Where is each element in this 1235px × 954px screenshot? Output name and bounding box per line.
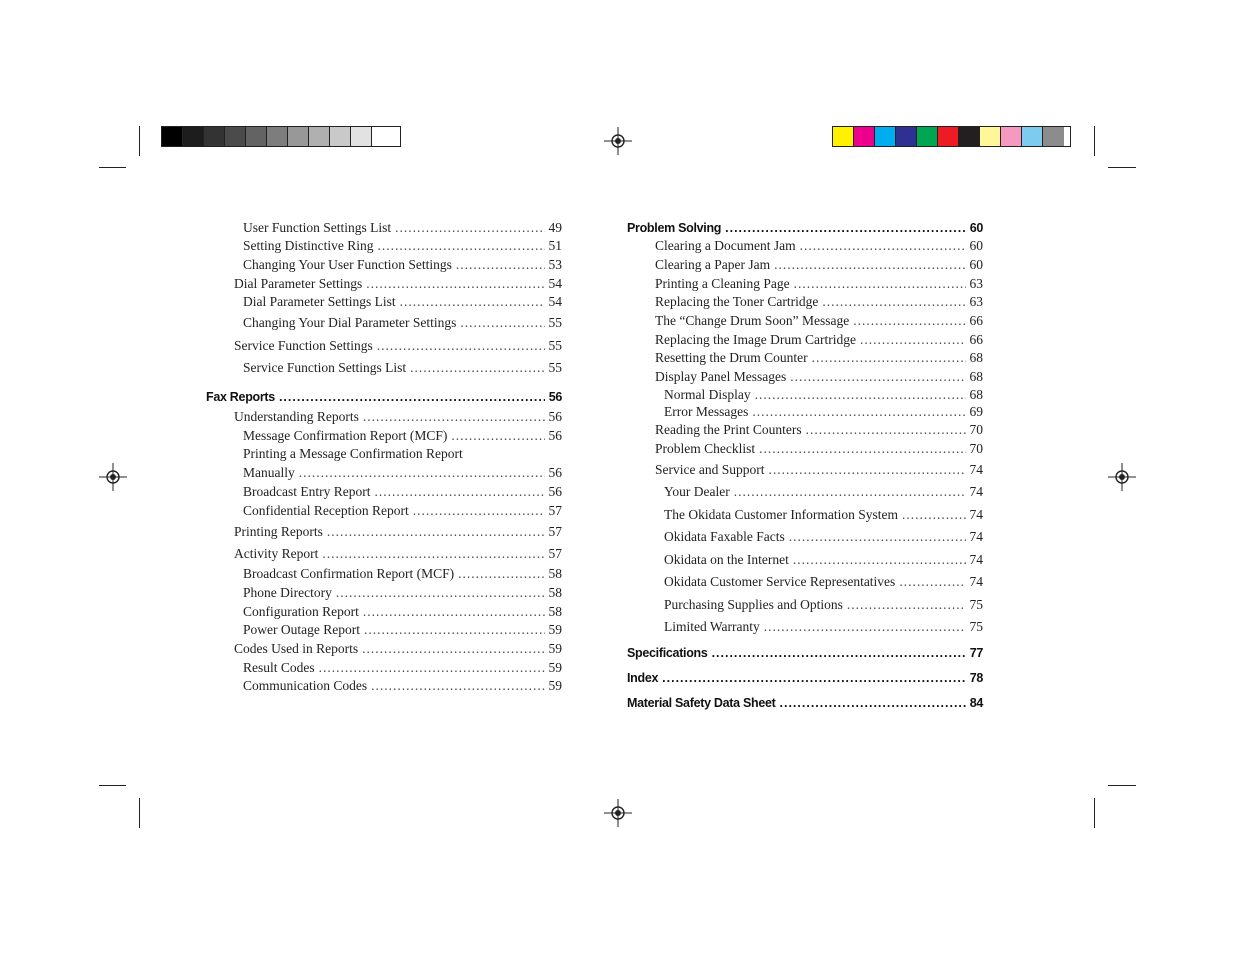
toc-entry-page: 74 xyxy=(969,507,983,522)
dot-leader xyxy=(336,585,545,601)
toc-entry-title: User Function Settings List xyxy=(243,220,392,235)
dot-leader xyxy=(774,257,965,273)
crop-mark xyxy=(139,798,140,828)
toc-entry[interactable] xyxy=(243,294,562,310)
dot-leader xyxy=(327,524,545,540)
color-swatch xyxy=(1001,127,1022,146)
toc-entry-page: 56 xyxy=(548,390,562,404)
color-swatch xyxy=(1022,127,1043,146)
dot-leader xyxy=(400,294,545,310)
dot-leader xyxy=(734,484,966,500)
toc-entry-title: Purchasing Supplies and Options xyxy=(664,597,843,612)
dot-leader xyxy=(902,507,966,523)
toc-entry-page: 55 xyxy=(548,315,562,330)
toc-entry-title: The Okidata Customer Information System xyxy=(664,507,898,522)
toc-entry-title: Result Codes xyxy=(243,660,315,675)
color-swatch xyxy=(959,127,980,146)
toc-entry-title: Understanding Reports xyxy=(234,409,359,424)
color-calibration-bar xyxy=(832,126,1071,147)
toc-entry[interactable] xyxy=(627,695,983,711)
toc-entry-page: 56 xyxy=(548,484,562,499)
dot-leader xyxy=(712,645,966,661)
toc-entry[interactable] xyxy=(243,257,562,273)
toc-entry-title: Changing Your User Function Settings xyxy=(243,257,452,272)
toc-entry-title: Clearing a Paper Jam xyxy=(655,257,771,272)
toc-entry-page: 57 xyxy=(548,503,562,518)
toc-entry-title: Okidata Customer Service Representatives xyxy=(664,574,896,589)
crop-mark xyxy=(1108,785,1136,786)
toc-entry[interactable] xyxy=(243,660,562,676)
toc-entry-page: 59 xyxy=(548,660,562,675)
toc-entry-title: Clearing a Document Jam xyxy=(655,238,796,253)
toc-entry-page: 63 xyxy=(969,276,983,291)
toc-entry-title: Communication Codes xyxy=(243,678,368,693)
registration-mark-icon xyxy=(604,127,632,155)
toc-entry[interactable] xyxy=(243,678,562,694)
toc-entry[interactable] xyxy=(655,332,983,348)
toc-entry-title: Specifications xyxy=(627,646,708,660)
toc-entry[interactable] xyxy=(664,484,983,500)
registration-mark-icon xyxy=(604,799,632,827)
toc-entry-title: Service Function Settings List xyxy=(243,360,407,375)
dot-leader xyxy=(860,332,966,348)
color-swatch xyxy=(980,127,1001,146)
toc-entry-title: Replacing the Toner Cartridge xyxy=(655,294,819,309)
dot-leader xyxy=(279,389,545,405)
dot-leader xyxy=(755,387,966,403)
toc-entry-title: Codes Used in Reports xyxy=(234,641,359,656)
color-swatch xyxy=(204,127,225,146)
dot-leader xyxy=(460,315,544,331)
toc-entry-page: 51 xyxy=(548,238,562,253)
toc-entry[interactable] xyxy=(655,313,983,329)
dot-leader xyxy=(363,409,545,425)
toc-entry-page: 53 xyxy=(548,257,562,272)
dot-leader xyxy=(322,546,544,562)
toc-entry[interactable] xyxy=(655,462,983,478)
toc-entry[interactable] xyxy=(243,484,562,500)
toc-entry-title: Manually xyxy=(243,465,295,480)
toc-entry-page: 59 xyxy=(548,678,562,693)
color-swatch xyxy=(288,127,309,146)
toc-entry-title: Index xyxy=(627,671,659,685)
toc-entry-title: Broadcast Confirmation Report (MCF) xyxy=(243,566,455,581)
dot-leader xyxy=(456,257,545,273)
toc-entry-page: 57 xyxy=(548,546,562,561)
dot-leader xyxy=(458,566,544,582)
toc-entry-page: 78 xyxy=(969,671,983,685)
toc-entry-title: Limited Warranty xyxy=(664,619,760,634)
toc-entry-title: Changing Your Dial Parameter Settings xyxy=(243,315,457,330)
toc-entry-page: 63 xyxy=(969,294,983,309)
toc-entry-title: Service and Support xyxy=(655,462,765,477)
toc-entry[interactable] xyxy=(664,387,983,403)
dot-leader xyxy=(378,238,545,254)
toc-entry[interactable] xyxy=(664,404,983,420)
toc-entry[interactable] xyxy=(243,585,562,601)
toc-entry-title: Configuration Report xyxy=(243,604,359,619)
dot-leader xyxy=(899,574,965,590)
toc-entry[interactable] xyxy=(234,524,562,540)
toc-entry-page: 75 xyxy=(969,597,983,612)
dot-leader xyxy=(319,660,545,676)
color-swatch xyxy=(267,127,288,146)
toc-entry[interactable] xyxy=(655,441,983,457)
toc-entry-title: Dial Parameter Settings List xyxy=(243,294,396,309)
registration-mark-icon xyxy=(1108,463,1136,491)
toc-entry[interactable] xyxy=(243,238,562,254)
toc-entry[interactable] xyxy=(243,566,562,582)
toc-entry-title: Material Safety Data Sheet xyxy=(627,696,776,710)
dot-leader xyxy=(752,404,965,420)
toc-entry-page: 58 xyxy=(548,566,562,581)
toc-entry[interactable] xyxy=(664,574,983,590)
toc-entry-page: 54 xyxy=(548,276,562,291)
color-swatch xyxy=(372,127,393,146)
toc-entry-title: Message Confirmation Report (MCF) xyxy=(243,428,448,443)
dot-leader xyxy=(800,238,966,254)
dot-leader xyxy=(794,276,966,292)
crop-mark xyxy=(99,167,126,168)
toc-entry[interactable] xyxy=(627,220,983,236)
toc-entry-page: 68 xyxy=(969,369,983,384)
toc-entry-page: 69 xyxy=(969,404,983,419)
toc-entry-title: Okidata on the Internet xyxy=(664,552,789,567)
toc-entry[interactable] xyxy=(655,422,983,438)
toc-entry-page: 56 xyxy=(548,465,562,480)
crop-mark xyxy=(1094,798,1095,828)
toc-entry[interactable] xyxy=(243,428,562,444)
toc-entry-page: 56 xyxy=(548,428,562,443)
toc-entry-title: Replacing the Image Drum Cartridge xyxy=(655,332,856,347)
dot-leader xyxy=(780,695,966,711)
toc-entry-title: Activity Report xyxy=(234,546,319,561)
toc-entry-title: Dial Parameter Settings xyxy=(234,276,363,291)
toc-entry-page: 70 xyxy=(969,441,983,456)
color-swatch xyxy=(225,127,246,146)
toc-entry-page: 74 xyxy=(969,462,983,477)
toc-entry[interactable] xyxy=(655,369,983,385)
color-swatch xyxy=(330,127,351,146)
dot-leader xyxy=(793,552,966,568)
toc-entry-page: 56 xyxy=(548,409,562,424)
color-swatch xyxy=(833,127,854,146)
toc-entry-page: 57 xyxy=(548,524,562,539)
toc-entry-title: Resetting the Drum Counter xyxy=(655,350,808,365)
toc-entry[interactable] xyxy=(206,389,562,405)
dot-leader xyxy=(451,428,544,444)
toc-entry-page: 75 xyxy=(969,619,983,634)
toc-entry[interactable] xyxy=(655,294,983,310)
toc-entry[interactable] xyxy=(234,409,562,425)
toc-entry-page: 77 xyxy=(969,646,983,660)
toc-entry-page: 58 xyxy=(548,585,562,600)
toc-entry[interactable] xyxy=(655,238,983,254)
dot-leader xyxy=(822,294,965,310)
color-swatch xyxy=(854,127,875,146)
registration-mark-icon xyxy=(99,463,127,491)
dot-leader xyxy=(374,484,544,500)
dot-leader xyxy=(759,441,965,457)
toc-entry[interactable] xyxy=(664,507,983,523)
toc-entry-page: 59 xyxy=(548,622,562,637)
toc-entry[interactable] xyxy=(243,315,562,331)
color-swatch xyxy=(162,127,183,146)
color-swatch xyxy=(183,127,204,146)
toc-entry[interactable] xyxy=(243,465,562,481)
crop-mark xyxy=(99,785,126,786)
toc-entry[interactable] xyxy=(243,604,562,620)
toc-entry-page: 68 xyxy=(969,387,983,402)
toc-entry[interactable] xyxy=(234,641,562,657)
toc-entry[interactable] xyxy=(243,622,562,638)
toc-entry[interactable] xyxy=(655,257,983,273)
toc-entry[interactable] xyxy=(664,619,983,635)
crop-mark xyxy=(1108,167,1136,168)
toc-entry[interactable] xyxy=(234,338,562,354)
toc-entry-title: Error Messages xyxy=(664,404,749,419)
toc-entry[interactable] xyxy=(243,446,562,462)
toc-entry[interactable] xyxy=(243,360,562,376)
toc-entry-title: The “Change Drum Soon” Message xyxy=(655,313,850,328)
dot-leader xyxy=(371,678,544,694)
toc-entry-page: 84 xyxy=(969,696,983,710)
toc-entry[interactable] xyxy=(664,529,983,545)
toc-entry-page: 74 xyxy=(969,574,983,589)
toc-entry-title: Problem Solving xyxy=(627,221,722,235)
toc-entry-title: Broadcast Entry Report xyxy=(243,484,371,499)
color-swatch xyxy=(246,127,267,146)
dot-leader xyxy=(362,641,544,657)
dot-leader xyxy=(789,529,966,545)
crop-mark xyxy=(139,126,140,156)
dot-leader xyxy=(395,220,544,236)
toc-entry-page: 74 xyxy=(969,484,983,499)
toc-entry-title: Power Outage Report xyxy=(243,622,360,637)
toc-entry-page: 68 xyxy=(969,350,983,365)
toc-entry-title: Reading the Print Counters xyxy=(655,422,802,437)
color-swatch xyxy=(351,127,372,146)
toc-entry-title: Printing a Cleaning Page xyxy=(655,276,790,291)
toc-entry-title: Display Panel Messages xyxy=(655,369,787,384)
toc-entry-page: 60 xyxy=(969,257,983,272)
dot-leader xyxy=(364,622,545,638)
color-swatch xyxy=(309,127,330,146)
color-swatch xyxy=(938,127,959,146)
toc-entry-page: 74 xyxy=(969,529,983,544)
dot-leader xyxy=(764,619,966,635)
toc-entry-title: Fax Reports xyxy=(206,390,275,404)
dot-leader xyxy=(363,604,545,620)
color-swatch xyxy=(875,127,896,146)
color-swatch xyxy=(917,127,938,146)
toc-entry-title: Service Function Settings xyxy=(234,338,373,353)
dot-leader xyxy=(377,338,545,354)
toc-entry[interactable] xyxy=(655,276,983,292)
toc-entry[interactable] xyxy=(664,597,983,613)
dot-leader xyxy=(847,597,966,613)
toc-entry-page: 49 xyxy=(548,220,562,235)
dot-leader xyxy=(725,220,966,236)
crop-mark xyxy=(1094,126,1095,156)
toc-entry-title: Your Dealer xyxy=(664,484,730,499)
toc-entry-page: 59 xyxy=(548,641,562,656)
toc-entry[interactable] xyxy=(234,276,562,292)
toc-entry-title: Okidata Faxable Facts xyxy=(664,529,785,544)
toc-entry-page: 55 xyxy=(548,360,562,375)
toc-entry-page: 60 xyxy=(969,221,983,235)
toc-entry-title: Phone Directory xyxy=(243,585,332,600)
dot-leader xyxy=(806,422,966,438)
dot-leader xyxy=(812,350,966,366)
toc-entry-title: Printing Reports xyxy=(234,524,323,539)
toc-entry-title: Setting Distinctive Ring xyxy=(243,238,374,253)
toc-entry-page: 60 xyxy=(969,238,983,253)
dot-leader xyxy=(853,313,965,329)
toc-entry-page: 54 xyxy=(548,294,562,309)
toc-entry-page: 55 xyxy=(548,338,562,353)
toc-entry-page: 70 xyxy=(969,422,983,437)
toc-entry-page: 66 xyxy=(969,332,983,347)
toc-entry[interactable] xyxy=(627,645,983,661)
toc-entry[interactable] xyxy=(234,546,562,562)
color-swatch xyxy=(1043,127,1064,146)
dot-leader xyxy=(413,503,545,519)
dot-leader xyxy=(662,670,966,686)
toc-entry-page: 58 xyxy=(548,604,562,619)
toc-entry-title: Confidential Reception Report xyxy=(243,503,409,518)
toc-entry[interactable] xyxy=(243,220,562,236)
toc-entry[interactable] xyxy=(627,670,983,686)
toc-entry[interactable] xyxy=(655,350,983,366)
grayscale-calibration-bar xyxy=(161,126,401,147)
toc-entry-title: Normal Display xyxy=(664,387,751,402)
dot-leader xyxy=(299,465,545,481)
dot-leader xyxy=(410,360,544,376)
dot-leader xyxy=(768,462,965,478)
color-swatch xyxy=(896,127,917,146)
dot-leader xyxy=(790,369,965,385)
toc-entry[interactable] xyxy=(243,503,562,519)
toc-entry-page: 66 xyxy=(969,313,983,328)
toc-entry[interactable] xyxy=(664,552,983,568)
toc-entry-page: 74 xyxy=(969,552,983,567)
toc-entry-title: Problem Checklist xyxy=(655,441,756,456)
dot-leader xyxy=(366,276,544,292)
toc-entry-title: Printing a Message Confirmation Report xyxy=(243,446,463,461)
